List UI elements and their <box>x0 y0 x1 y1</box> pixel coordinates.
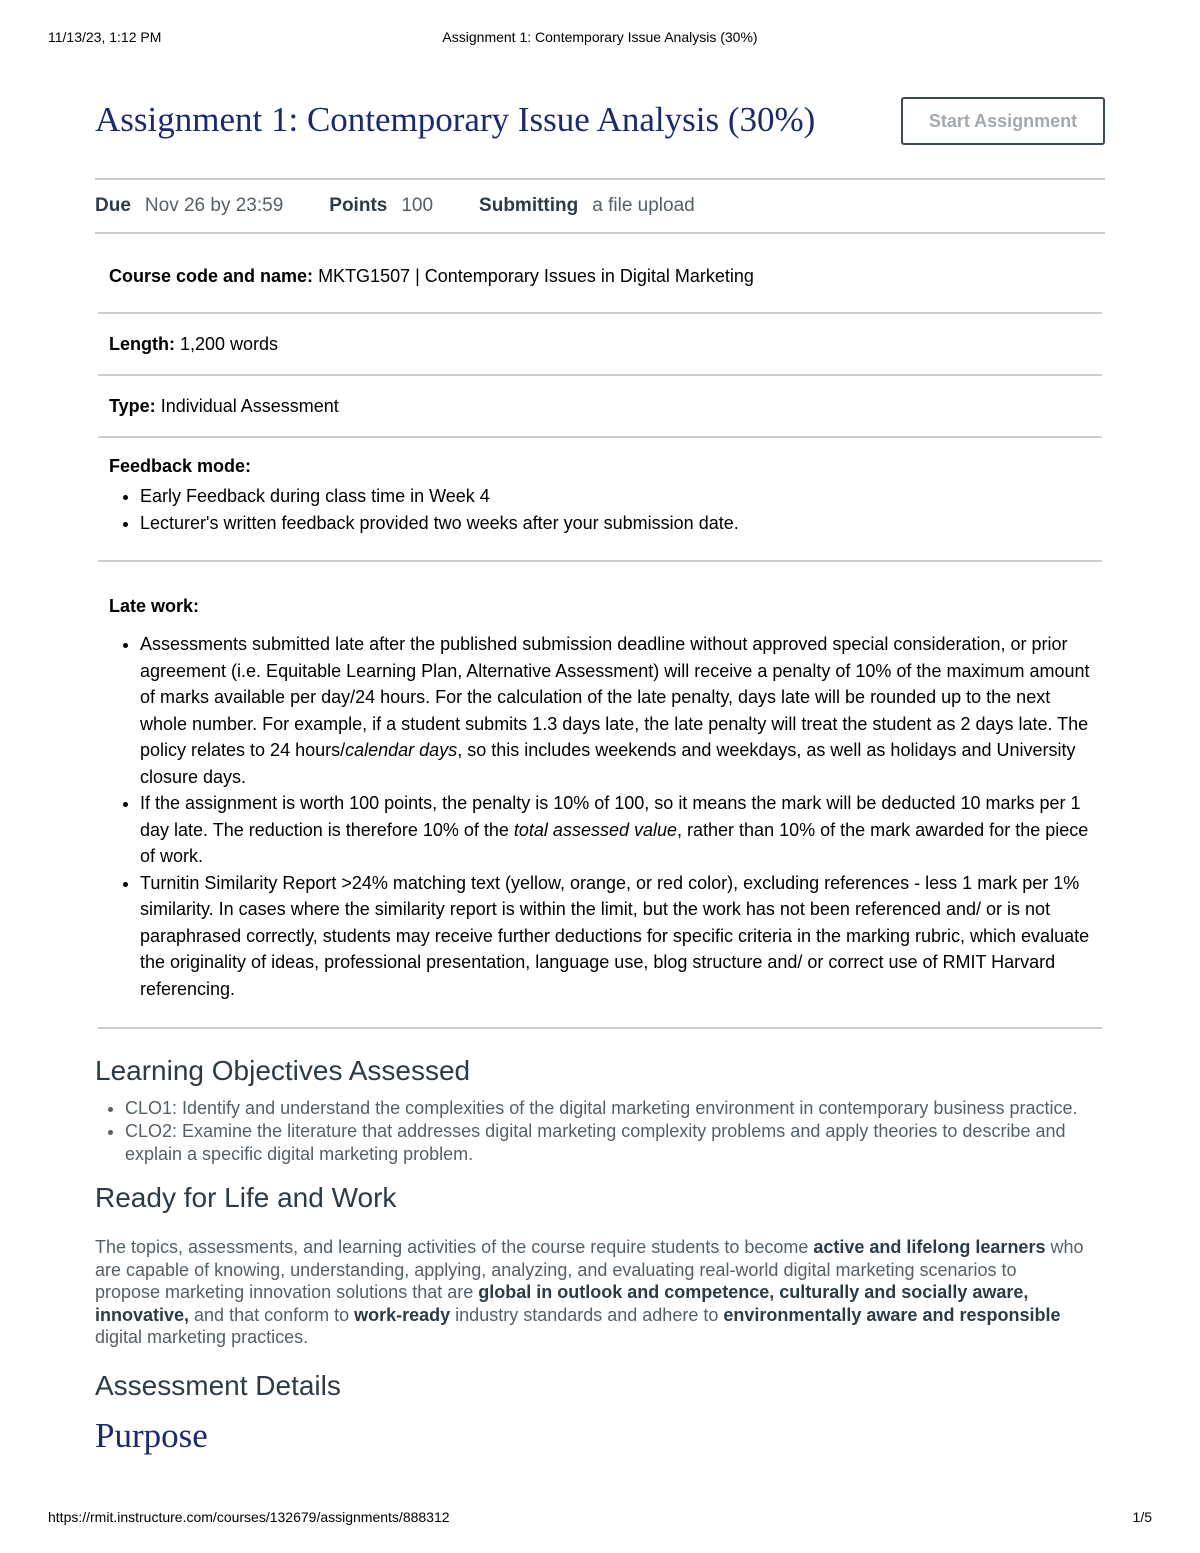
late-work-label: Late work: <box>109 596 200 616</box>
feedback-row <box>98 438 1102 562</box>
due-label: Due <box>95 195 131 216</box>
type-value: Individual Assessment <box>160 395 339 416</box>
list-item: • Early Feedback during class time in Week 4 <box>140 483 1091 510</box>
learning-objectives-heading: Learning Objectives Assessed <box>95 1055 471 1086</box>
list-item: • If the assignment is worth 100 points, the penalty is 10% of 100, so it means the mark will be deducted 10 marks per 1 day late. The reduction is therefore 10% of the total assessed value, rather than 10% of the mark awarded for the piece of work. <box>140 790 1091 870</box>
learning-objectives-list <box>95 1097 1105 1166</box>
list-item: • CLO1: Identify and understand the complexities of the digital marketing environment in contemporary business practice. <box>125 1097 1105 1120</box>
ready-for-life-heading: Ready for Life and Work <box>95 1182 397 1213</box>
late-work-row <box>98 562 1102 1029</box>
submitting-label: Submitting <box>479 195 579 216</box>
assessment-details-heading: Assessment Details <box>95 1369 341 1401</box>
assignment-page <box>95 90 1105 1456</box>
due-value: Nov 26 by 23:59 <box>144 195 284 216</box>
late-work-list <box>109 631 1091 1002</box>
type-row <box>98 376 1102 438</box>
start-assignment-button[interactable]: Start Assignment <box>901 97 1105 145</box>
points-value: 100 <box>401 195 434 216</box>
points-label: Points <box>329 195 388 216</box>
print-footer <box>48 1509 1152 1525</box>
length-value: 1,200 words <box>180 333 279 354</box>
type-label: Type: <box>109 395 156 416</box>
course-label: Course code and name: <box>109 265 314 286</box>
print-datetime: 11/13/23, 1:12 PM <box>48 29 162 45</box>
title-row <box>95 90 1105 178</box>
submitting-value: a file upload <box>592 195 695 216</box>
list-item: • Lecturer's written feedback provided two weeks after your submission date. <box>140 510 1091 537</box>
length-label: Length: <box>109 333 175 354</box>
feedback-list <box>109 483 1091 536</box>
print-header <box>48 29 1152 45</box>
print-doc-title: Assignment 1: Contemporary Issue Analysis (30%) <box>442 29 758 45</box>
list-item: • Turnitin Similarity Report >24% matching text (yellow, orange, or red color), excluding references - less 1 mark per 1% similarity. In cases where the similarity report is within the limit, but the work has not been referenced and/ or is not paraphrased correctly, students may receive further deductions for specific criteria in the marking rubric, which evaluate the originality of ideas, professional presentation, language use, blog structure and/ or correct use of RMIT Harvard referencing. <box>140 870 1091 1003</box>
page-number: 1/5 <box>1132 1509 1152 1525</box>
feedback-label: Feedback mode: <box>109 456 252 476</box>
course-value: MKTG1507 | Contemporary Issues in Digital Marketing <box>318 265 754 286</box>
assignment-meta <box>95 178 1105 234</box>
page-title: Assignment 1: Contemporary Issue Analysis (30%) <box>95 100 816 139</box>
purpose-heading: Purpose <box>95 1415 208 1455</box>
ready-for-life-paragraph: The topics, assessments, and learning activities of the course require students to become active and lifelong learners who are capable of knowing, understanding, applying, analyzing, and evaluating real-world digital marketing scenarios to propose marketing innovation solutions that are global in outlook and competence, culturally and socially aware, innovative, and that conform to work-ready industry standards and adhere to environmentally aware and responsible digital marketing practices. <box>95 1237 1084 1347</box>
list-item: • Assessments submitted late after the published submission deadline without approved special consideration, or prior agreement (i.e. Equitable Learning Plan, Alternative Assessment) will receive a penalty of 10% of the maximum amount of marks available per day/24 hours. For the calculation of the late penalty, days late will be rounded up to the next whole number. For example, if a student submits 1.3 days late, the late penalty will treat the student as 2 days late. The policy relates to 24 hours/calendar days, so this includes weekends and weekdays, as well as holidays and University closure days. <box>140 631 1091 790</box>
page-url: https://rmit.instructure.com/courses/132679/assignments/888312 <box>48 1509 450 1525</box>
course-row <box>98 234 1102 314</box>
assignment-info-table <box>98 234 1102 1029</box>
list-item: • CLO2: Examine the literature that addresses digital marketing complexity problems and apply theories to describe and explain a specific digital marketing problem. <box>125 1120 1105 1166</box>
length-row <box>98 314 1102 376</box>
